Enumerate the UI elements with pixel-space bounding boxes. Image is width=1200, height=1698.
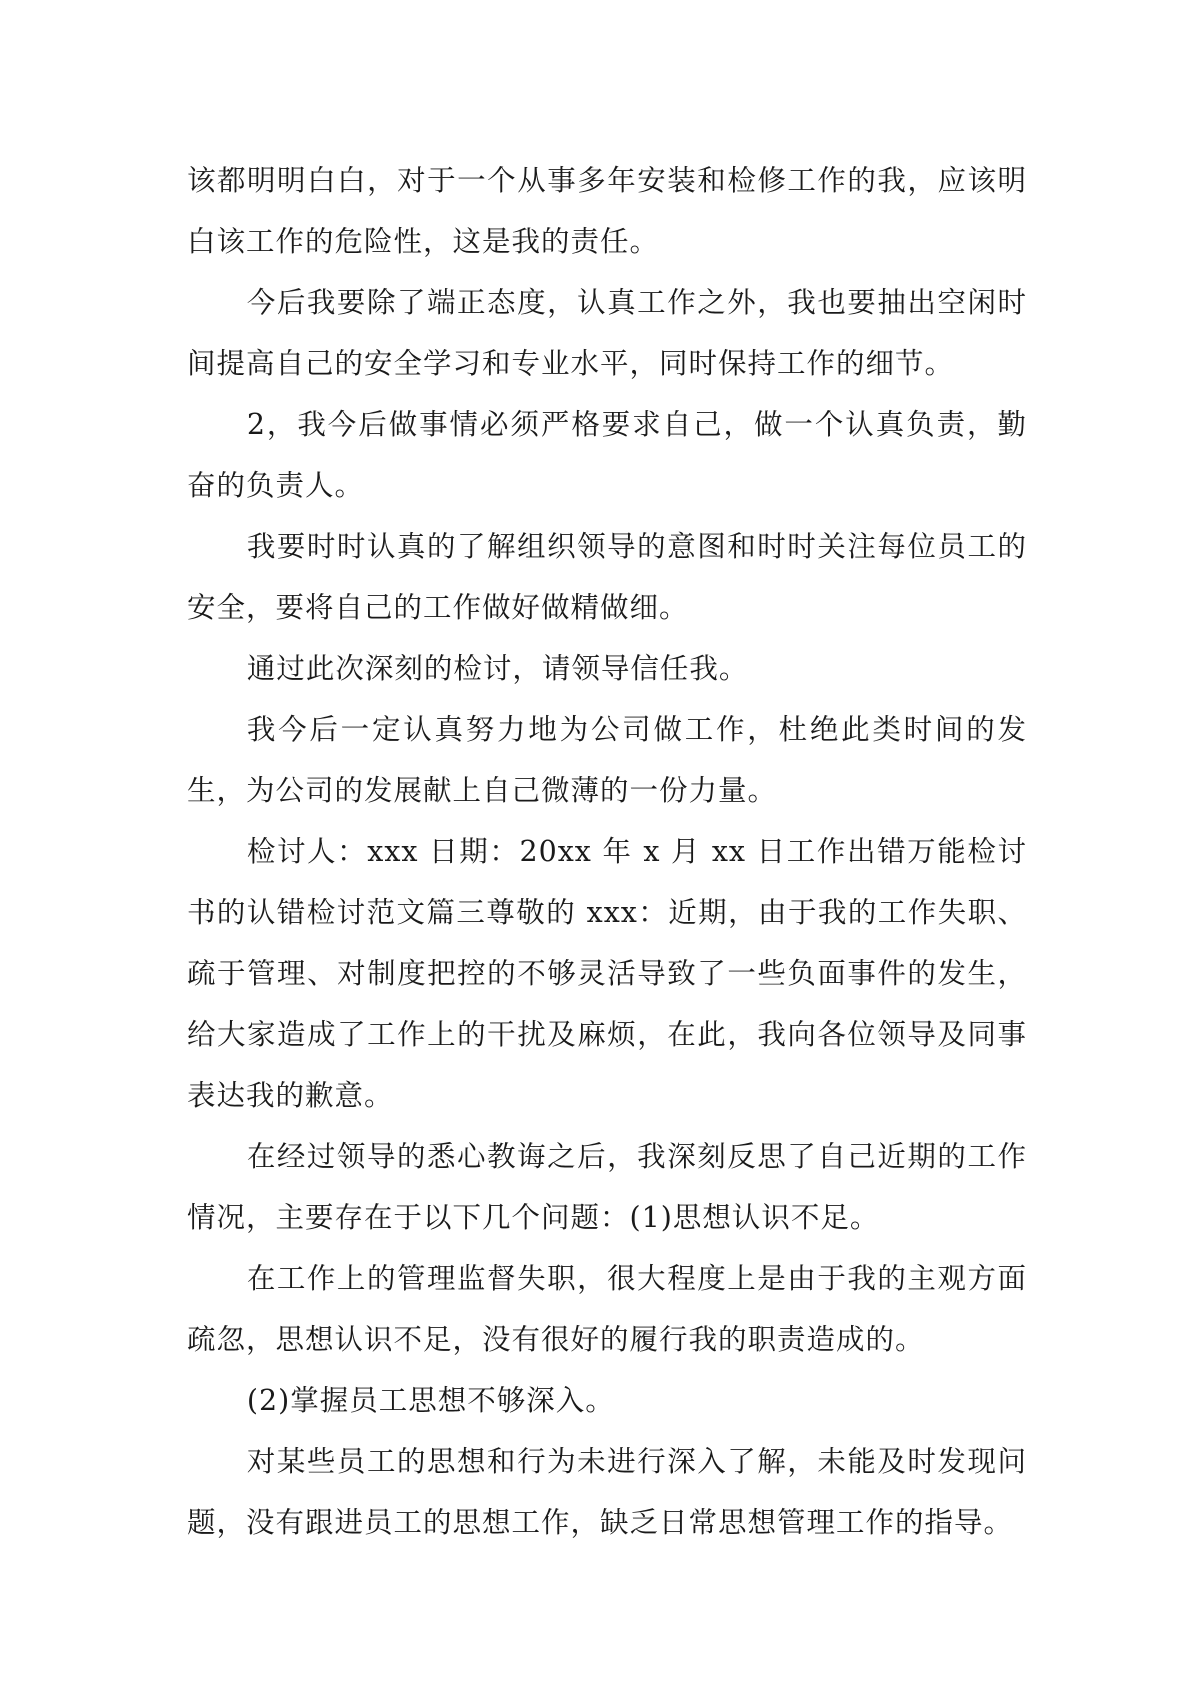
- paragraph: 该都明明白白，对于一个从事多年安装和检修工作的我，应该明白该工作的危险性，这是我的责任。: [187, 164, 1027, 258]
- paragraph: (2)掌握员工思想不够深入。: [246, 1384, 615, 1417]
- paragraph: 我今后一定认真努力地为公司做工作，杜绝此类时间的发生，为公司的发展献上自己微薄的一份力量。: [187, 713, 1027, 807]
- paragraph: 对某些员工的思想和行为未进行深入了解，未能及时发现问题，没有跟进员工的思想工作，缺乏日常思想管理工作的指导。: [187, 1445, 1027, 1539]
- document-body: [187, 150, 1027, 1553]
- paragraph: 在经过领导的悉心教诲之后，我深刻反思了自己近期的工作情况，主要存在于以下几个问题：(1)思想认识不足。: [187, 1140, 1027, 1234]
- paragraph: 通过此次深刻的检讨，请领导信任我。: [246, 652, 749, 685]
- paragraph: 2，我今后做事情必须严格要求自己，做一个认真负责，勤奋的负责人。: [187, 408, 1027, 502]
- paragraph: 检讨人：xxx 日期：20xx 年 x 月 xx 日工作出错万能检讨书的认错检讨范文篇三尊敬的 xxx：近期，由于我的工作失职、疏于管理、对制度把控的不够灵活导致了一些负面事件的发生，给大家造成了工作上的干扰及麻烦，在此，我向各位领导及同事表达我的歉意。: [187, 835, 1027, 1112]
- paragraph: 在工作上的管理监督失职，很大程度上是由于我的主观方面疏忽，思想认识不足，没有很好的履行我的职责造成的。: [187, 1262, 1027, 1356]
- paragraph: 我要时时认真的了解组织领导的意图和时时关注每位员工的安全，要将自己的工作做好做精做细。: [187, 530, 1027, 624]
- paragraph: 今后我要除了端正态度，认真工作之外，我也要抽出空闲时间提高自己的安全学习和专业水平，同时保持工作的细节。: [187, 286, 1027, 380]
